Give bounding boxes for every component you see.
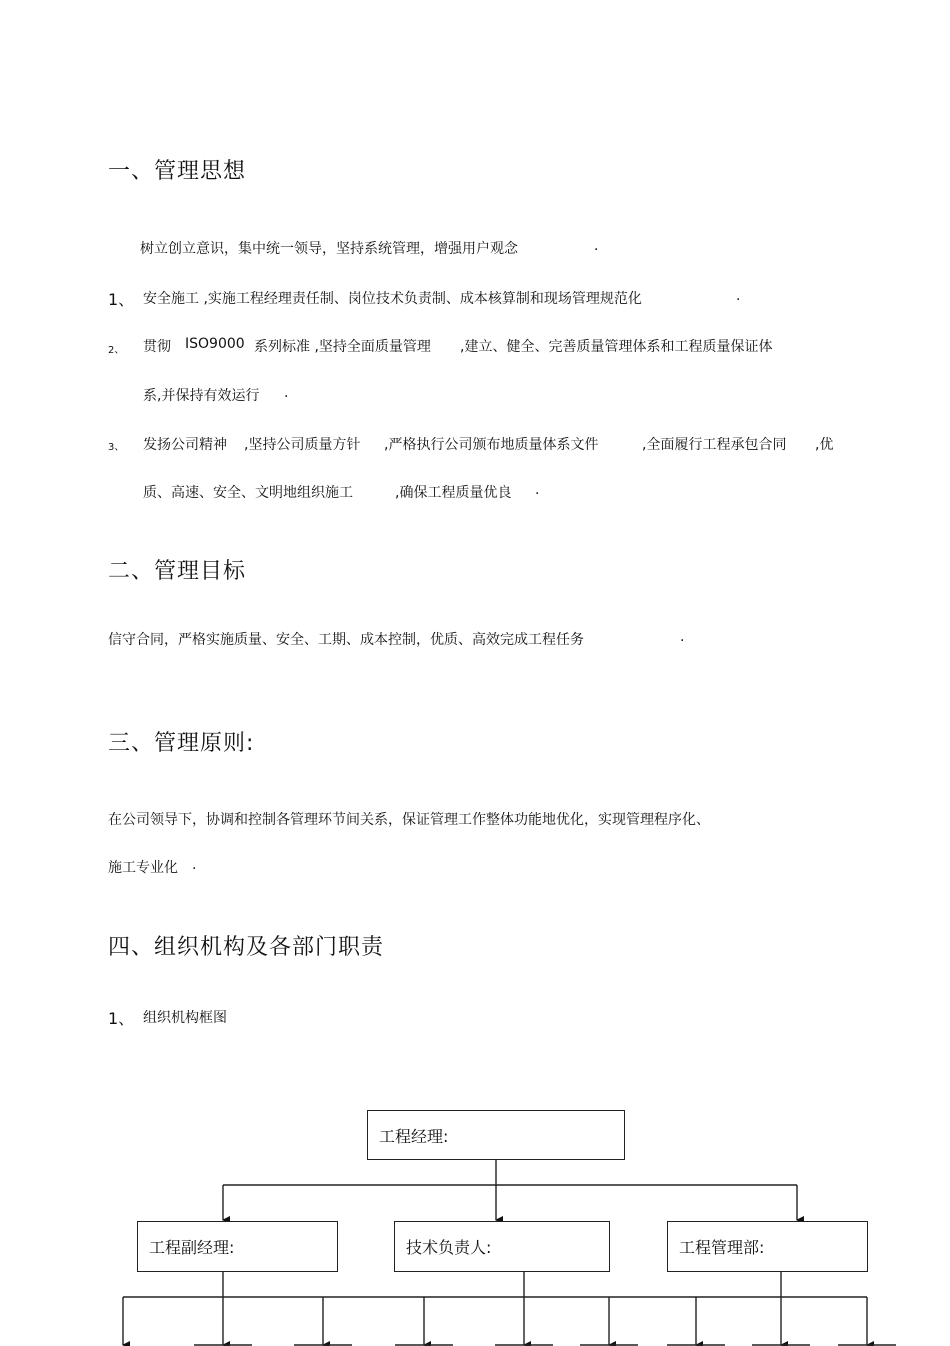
list-item-1-text: 安全施工 ,实施工程经理责任制、岗位技术负责制、成本核算制和现场管理规范化 — [143, 291, 642, 307]
org-box-technical-lead-label: 技术负责人: — [406, 1238, 492, 1257]
section-heading-3: 三、管理原则: — [108, 731, 255, 756]
list-item-2-cont: 系,并保持有效运行 — [143, 388, 260, 404]
list-item-2-end: . — [284, 385, 289, 401]
list-item-3-text-c: ,严格执行公司颁布地质量体系文件 — [384, 437, 599, 453]
list-number-3: 3、 — [108, 442, 125, 453]
paragraph-goal: 信守合同，严格实施质量、安全、工期、成本控制，优质、高效完成工程任务 — [108, 632, 584, 648]
list-item-3-text-a: 发扬公司精神 — [143, 437, 227, 453]
section-heading-1: 一、管理思想 — [108, 159, 247, 184]
list-item-2-text-c: ,建立、健全、完善质量管理体系和工程质量保证体 — [460, 339, 773, 355]
org-box-project-manager — [367, 1110, 625, 1160]
org-box-management-dept — [667, 1221, 868, 1272]
org-box-technical-lead — [394, 1221, 610, 1272]
list-item-3-cont-b: ,确保工程质量优良 — [395, 485, 512, 501]
list-item-org-text: 组织机构框图 — [143, 1010, 227, 1026]
list-item-3-text-e: ,优 — [815, 437, 834, 453]
paragraph-intro: 树立创立意识，集中统一领导，坚持系统管理，增强用户观念 — [140, 241, 518, 257]
org-box-management-dept-label: 工程管理部: — [679, 1238, 765, 1257]
paragraph-goal-end: . — [680, 629, 685, 645]
paragraph-principle-line2: 施工专业化 — [108, 860, 178, 876]
list-number-1: 1、 — [108, 290, 135, 309]
paragraph-intro-end: . — [594, 238, 599, 254]
list-item-2-text-a: 贯彻 — [143, 339, 171, 355]
list-item-3-text-b: ,坚持公司质量方针 — [244, 437, 361, 453]
list-item-2-iso: ISO9000 — [185, 336, 245, 352]
list-item-3-cont-a: 质、高速、安全、文明地组织施工 — [143, 485, 353, 501]
list-number-org: 1、 — [108, 1009, 135, 1028]
list-item-3-end: . — [535, 482, 540, 498]
list-item-3-text-d: ,全面履行工程承包合同 — [642, 437, 787, 453]
list-item-2-text-b: 系列标准 ,坚持全面质量管理 — [254, 339, 431, 355]
list-number-2: 2、 — [108, 345, 125, 356]
section-heading-4: 四、组织机构及各部门职责 — [108, 935, 385, 960]
org-box-deputy-manager-label: 工程副经理: — [149, 1238, 235, 1257]
list-item-1-end: . — [736, 288, 741, 304]
paragraph-principle-end: . — [192, 857, 197, 873]
section-heading-2: 二、管理目标 — [108, 559, 247, 584]
paragraph-principle-line1: 在公司领导下，协调和控制各管理环节间关系，保证管理工作整体功能地优化，实现管理程序化、 — [108, 812, 710, 828]
org-box-project-manager-label: 工程经理: — [379, 1126, 449, 1146]
org-box-deputy-manager — [137, 1221, 338, 1272]
